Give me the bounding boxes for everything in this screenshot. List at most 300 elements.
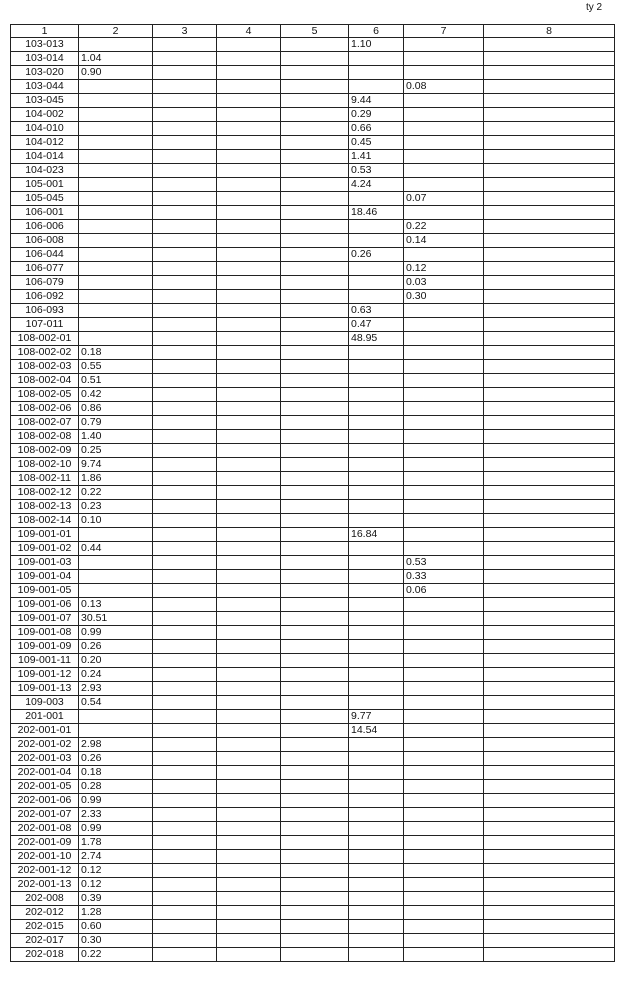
row-code-cell: 202-001-07 [11, 808, 79, 822]
value-cell [404, 388, 484, 402]
value-cell [349, 220, 404, 234]
value-cell [281, 752, 349, 766]
value-cell [281, 444, 349, 458]
value-cell [484, 570, 615, 584]
value-cell [349, 402, 404, 416]
value-cell [153, 206, 217, 220]
value-cell [217, 360, 281, 374]
row-code-cell: 109-001-11 [11, 654, 79, 668]
value-cell [349, 780, 404, 794]
value-cell [349, 766, 404, 780]
value-cell [404, 486, 484, 500]
value-cell [349, 626, 404, 640]
value-cell [404, 892, 484, 906]
value-cell [281, 612, 349, 626]
value-cell [79, 318, 153, 332]
table-row [11, 724, 615, 738]
value-cell [217, 500, 281, 514]
value-cell: 0.10 [79, 514, 153, 528]
value-cell [281, 136, 349, 150]
value-cell [79, 332, 153, 346]
row-code-cell: 202-001-05 [11, 780, 79, 794]
row-code-cell: 103-014 [11, 52, 79, 66]
value-cell [349, 794, 404, 808]
value-cell [281, 892, 349, 906]
value-cell: 0.18 [79, 766, 153, 780]
table-row [11, 766, 615, 780]
value-cell [281, 388, 349, 402]
value-cell [79, 150, 153, 164]
value-cell [484, 52, 615, 66]
value-cell [349, 682, 404, 696]
value-cell [281, 738, 349, 752]
row-code-cell: 202-018 [11, 948, 79, 962]
table-row [11, 192, 615, 206]
value-cell [217, 598, 281, 612]
row-code-cell: 109-003 [11, 696, 79, 710]
value-cell [484, 220, 615, 234]
value-cell [404, 724, 484, 738]
value-cell [217, 444, 281, 458]
value-cell [217, 178, 281, 192]
value-cell [404, 122, 484, 136]
value-cell [404, 444, 484, 458]
value-cell [217, 892, 281, 906]
table-row [11, 360, 615, 374]
value-cell [281, 374, 349, 388]
value-cell [349, 668, 404, 682]
table-row [11, 752, 615, 766]
value-cell [281, 220, 349, 234]
value-cell [217, 626, 281, 640]
value-cell [281, 808, 349, 822]
value-cell [217, 836, 281, 850]
value-cell [153, 892, 217, 906]
value-cell [217, 766, 281, 780]
value-cell [349, 66, 404, 80]
value-cell [484, 906, 615, 920]
row-code-cell: 109-001-13 [11, 682, 79, 696]
value-cell [484, 122, 615, 136]
value-cell: 0.44 [79, 542, 153, 556]
table-row [11, 710, 615, 724]
value-cell [404, 906, 484, 920]
value-cell [79, 108, 153, 122]
value-cell [349, 948, 404, 962]
value-cell [404, 598, 484, 612]
row-code-cell: 108-002-02 [11, 346, 79, 360]
value-cell [349, 738, 404, 752]
value-cell [79, 248, 153, 262]
value-cell [281, 150, 349, 164]
row-code-cell: 202-001-03 [11, 752, 79, 766]
value-cell [281, 52, 349, 66]
table-row [11, 80, 615, 94]
value-cell [281, 864, 349, 878]
row-code-cell: 108-002-03 [11, 360, 79, 374]
table-row [11, 416, 615, 430]
table-row [11, 318, 615, 332]
value-cell [217, 122, 281, 136]
row-code-cell: 103-013 [11, 38, 79, 52]
value-cell [484, 66, 615, 80]
row-code-cell: 108-002-04 [11, 374, 79, 388]
value-cell [79, 94, 153, 108]
row-code-cell: 202-001-10 [11, 850, 79, 864]
value-cell: 2.93 [79, 682, 153, 696]
value-cell [217, 654, 281, 668]
value-cell [79, 584, 153, 598]
value-cell [153, 780, 217, 794]
value-cell [79, 178, 153, 192]
row-code-cell: 202-001-06 [11, 794, 79, 808]
value-cell: 16.84 [349, 528, 404, 542]
value-cell [79, 276, 153, 290]
value-cell [281, 682, 349, 696]
value-cell [281, 94, 349, 108]
value-cell [404, 416, 484, 430]
value-cell [281, 528, 349, 542]
value-cell [349, 192, 404, 206]
row-code-cell: 108-002-11 [11, 472, 79, 486]
value-cell [349, 276, 404, 290]
value-cell [484, 584, 615, 598]
value-cell [217, 822, 281, 836]
value-cell [404, 94, 484, 108]
value-cell: 0.26 [349, 248, 404, 262]
value-cell [484, 892, 615, 906]
value-cell [281, 430, 349, 444]
value-cell: 2.33 [79, 808, 153, 822]
value-cell [404, 66, 484, 80]
value-cell: 0.99 [79, 822, 153, 836]
value-cell: 1.28 [79, 906, 153, 920]
value-cell: 0.18 [79, 346, 153, 360]
value-cell [281, 822, 349, 836]
value-cell [153, 906, 217, 920]
value-cell [153, 696, 217, 710]
value-cell: 0.47 [349, 318, 404, 332]
value-cell [217, 514, 281, 528]
value-cell [484, 626, 615, 640]
value-cell [484, 360, 615, 374]
value-cell [404, 430, 484, 444]
data-table [10, 24, 615, 962]
value-cell [484, 612, 615, 626]
value-cell [217, 570, 281, 584]
value-cell [281, 458, 349, 472]
table-row [11, 696, 615, 710]
row-code-cell: 104-012 [11, 136, 79, 150]
value-cell [404, 178, 484, 192]
table-row [11, 500, 615, 514]
value-cell [217, 808, 281, 822]
value-cell [349, 430, 404, 444]
table-row [11, 892, 615, 906]
value-cell [153, 150, 217, 164]
value-cell [153, 654, 217, 668]
table-row [11, 304, 615, 318]
value-cell [484, 374, 615, 388]
row-code-cell: 108-002-10 [11, 458, 79, 472]
value-cell [484, 444, 615, 458]
value-cell: 0.33 [404, 570, 484, 584]
value-cell [281, 780, 349, 794]
value-cell [404, 696, 484, 710]
column-header: 7 [404, 25, 484, 38]
row-code-cell: 108-002-06 [11, 402, 79, 416]
value-cell [404, 206, 484, 220]
row-code-cell: 106-001 [11, 206, 79, 220]
value-cell [79, 192, 153, 206]
value-cell [281, 122, 349, 136]
value-cell [281, 262, 349, 276]
value-cell [153, 332, 217, 346]
value-cell [404, 808, 484, 822]
value-cell [217, 780, 281, 794]
value-cell [484, 864, 615, 878]
row-code-cell: 202-008 [11, 892, 79, 906]
value-cell [349, 822, 404, 836]
value-cell [217, 752, 281, 766]
value-cell [281, 234, 349, 248]
value-cell [349, 920, 404, 934]
value-cell: 0.22 [79, 948, 153, 962]
value-cell [153, 822, 217, 836]
value-cell [281, 654, 349, 668]
column-header: 4 [217, 25, 281, 38]
value-cell [484, 920, 615, 934]
value-cell [153, 682, 217, 696]
row-code-cell: 109-001-12 [11, 668, 79, 682]
value-cell [404, 626, 484, 640]
row-code-cell: 109-001-08 [11, 626, 79, 640]
value-cell [153, 836, 217, 850]
value-cell: 0.30 [79, 934, 153, 948]
value-cell [484, 822, 615, 836]
value-cell [217, 332, 281, 346]
value-cell: 0.12 [79, 878, 153, 892]
value-cell [217, 724, 281, 738]
table-row [11, 948, 615, 962]
value-cell [484, 430, 615, 444]
value-cell [79, 724, 153, 738]
value-cell [484, 416, 615, 430]
value-cell: 0.12 [79, 864, 153, 878]
value-cell [281, 584, 349, 598]
value-cell [217, 262, 281, 276]
value-cell [217, 472, 281, 486]
table-row [11, 430, 615, 444]
table-row [11, 794, 615, 808]
value-cell: 0.45 [349, 136, 404, 150]
value-cell [349, 598, 404, 612]
value-cell [484, 150, 615, 164]
value-cell [281, 346, 349, 360]
table-body [11, 38, 615, 962]
value-cell [153, 360, 217, 374]
value-cell [349, 836, 404, 850]
row-code-cell: 108-002-07 [11, 416, 79, 430]
value-cell [79, 234, 153, 248]
value-cell [217, 290, 281, 304]
value-cell [281, 178, 349, 192]
row-code-cell: 202-015 [11, 920, 79, 934]
value-cell [484, 766, 615, 780]
value-cell [217, 696, 281, 710]
value-cell [217, 556, 281, 570]
table-row [11, 570, 615, 584]
value-cell [217, 934, 281, 948]
value-cell [281, 948, 349, 962]
value-cell [153, 80, 217, 94]
value-cell: 0.22 [404, 220, 484, 234]
value-cell [153, 388, 217, 402]
value-cell [153, 598, 217, 612]
value-cell: 0.22 [79, 486, 153, 500]
value-cell [281, 878, 349, 892]
row-code-cell: 109-001-02 [11, 542, 79, 556]
row-code-cell: 109-001-07 [11, 612, 79, 626]
value-cell: 30.51 [79, 612, 153, 626]
column-header: 2 [79, 25, 153, 38]
table-row [11, 150, 615, 164]
table-row [11, 528, 615, 542]
value-cell [153, 808, 217, 822]
value-cell [217, 136, 281, 150]
value-cell [484, 752, 615, 766]
table-row [11, 920, 615, 934]
value-cell: 0.53 [404, 556, 484, 570]
value-cell: 0.26 [79, 640, 153, 654]
value-cell [153, 136, 217, 150]
value-cell: 9.44 [349, 94, 404, 108]
row-code-cell: 104-002 [11, 108, 79, 122]
row-code-cell: 202-001-12 [11, 864, 79, 878]
value-cell [217, 346, 281, 360]
value-cell [281, 164, 349, 178]
value-cell [484, 738, 615, 752]
value-cell [281, 360, 349, 374]
value-cell: 14.54 [349, 724, 404, 738]
value-cell [404, 934, 484, 948]
value-cell [153, 626, 217, 640]
value-cell [404, 108, 484, 122]
column-header: 5 [281, 25, 349, 38]
value-cell [484, 682, 615, 696]
value-cell: 0.06 [404, 584, 484, 598]
value-cell [153, 934, 217, 948]
value-cell: 0.54 [79, 696, 153, 710]
value-cell [349, 514, 404, 528]
table-row [11, 612, 615, 626]
value-cell [484, 388, 615, 402]
value-cell [349, 556, 404, 570]
row-code-cell: 108-002-12 [11, 486, 79, 500]
value-cell [217, 388, 281, 402]
value-cell: 9.74 [79, 458, 153, 472]
table-row [11, 444, 615, 458]
value-cell [153, 234, 217, 248]
value-cell [153, 164, 217, 178]
value-cell [217, 542, 281, 556]
value-cell [281, 486, 349, 500]
value-cell: 0.79 [79, 416, 153, 430]
table-row [11, 682, 615, 696]
value-cell [217, 486, 281, 500]
value-cell [349, 80, 404, 94]
value-cell [349, 52, 404, 66]
value-cell [404, 458, 484, 472]
value-cell [281, 472, 349, 486]
table-row [11, 598, 615, 612]
row-code-cell: 202-012 [11, 906, 79, 920]
value-cell: 0.14 [404, 234, 484, 248]
value-cell [484, 934, 615, 948]
value-cell: 0.30 [404, 290, 484, 304]
value-cell [281, 920, 349, 934]
value-cell [281, 934, 349, 948]
table-row [11, 108, 615, 122]
value-cell [349, 640, 404, 654]
value-cell [349, 416, 404, 430]
value-cell [217, 304, 281, 318]
table-row [11, 206, 615, 220]
value-cell [484, 234, 615, 248]
value-cell [404, 360, 484, 374]
table-row [11, 178, 615, 192]
value-cell: 0.86 [79, 402, 153, 416]
row-code-cell: 103-044 [11, 80, 79, 94]
value-cell [349, 808, 404, 822]
value-cell: 1.41 [349, 150, 404, 164]
value-cell [281, 696, 349, 710]
table-row [11, 878, 615, 892]
value-cell [281, 500, 349, 514]
value-cell [79, 220, 153, 234]
value-cell [484, 500, 615, 514]
column-header: 3 [153, 25, 217, 38]
value-cell [153, 416, 217, 430]
value-cell [281, 66, 349, 80]
value-cell [404, 332, 484, 346]
value-cell [281, 416, 349, 430]
value-cell [217, 94, 281, 108]
value-cell [349, 878, 404, 892]
value-cell [217, 430, 281, 444]
value-cell [217, 458, 281, 472]
value-cell [281, 836, 349, 850]
value-cell [404, 948, 484, 962]
row-code-cell: 106-093 [11, 304, 79, 318]
value-cell [79, 122, 153, 136]
value-cell: 1.40 [79, 430, 153, 444]
value-cell [484, 528, 615, 542]
value-cell [217, 164, 281, 178]
row-code-cell: 202-001-08 [11, 822, 79, 836]
value-cell [484, 318, 615, 332]
row-code-cell: 108-002-08 [11, 430, 79, 444]
value-cell [281, 108, 349, 122]
value-cell [79, 710, 153, 724]
value-cell [484, 94, 615, 108]
value-cell: 2.74 [79, 850, 153, 864]
value-cell [404, 542, 484, 556]
value-cell [153, 794, 217, 808]
value-cell [217, 640, 281, 654]
value-cell [484, 514, 615, 528]
value-cell [349, 290, 404, 304]
